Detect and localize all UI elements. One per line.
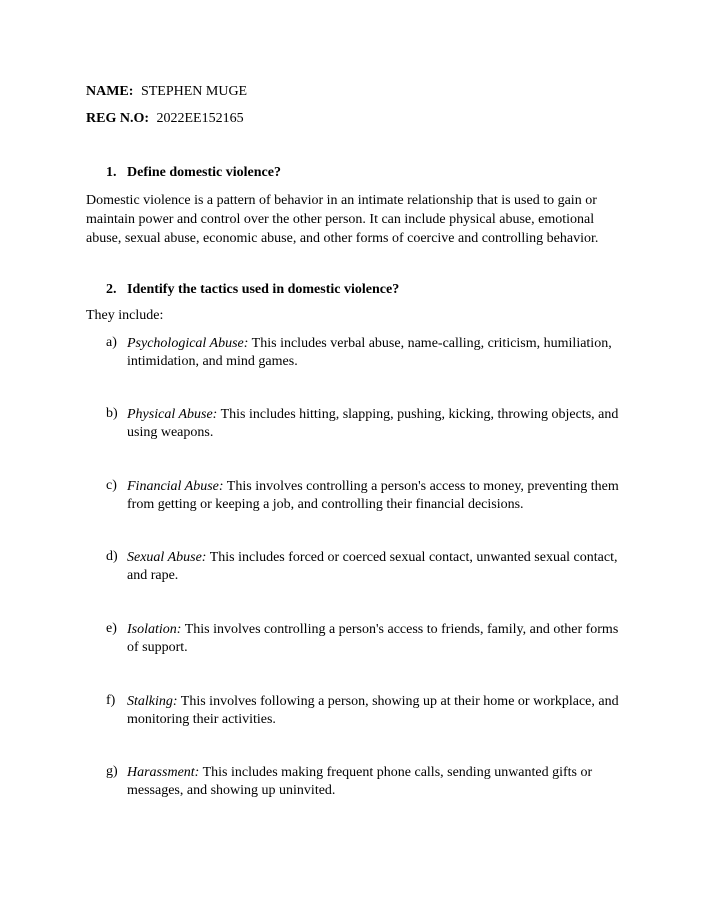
list-item-term: Sexual Abuse: xyxy=(127,550,207,565)
list-item-letter: g) xyxy=(106,764,118,779)
list-item-text: This involves following a person, showing up at their home or workplace, and monitoring their activities. xyxy=(127,694,619,727)
list-item-letter: d) xyxy=(106,549,118,564)
name-label: NAME: xyxy=(86,84,134,99)
list-item xyxy=(127,335,632,371)
reg-label: REG N.O: xyxy=(86,111,149,126)
list-item-text: This includes hitting, slapping, pushing, kicking, throwing objects, and using weapons. xyxy=(127,407,619,440)
question-1-answer: Domestic violence is a pattern of behavior in an intimate relationship that is used to gain or maintain power and control over the other person. It can include physical abuse, emotional abuse, sexual abuse, economic abuse, and other forms of coercive and controlling behavior. xyxy=(86,193,599,246)
list-item-letter: c) xyxy=(106,478,117,493)
list-item xyxy=(127,478,632,514)
list-item-term: Physical Abuse: xyxy=(127,407,218,422)
list-item-term: Isolation: xyxy=(127,622,182,637)
list-item-text: This includes making frequent phone calls, sending unwanted gifts or messages, and showing up uninvited. xyxy=(127,765,593,798)
list-item-letter: b) xyxy=(106,406,118,421)
list-item xyxy=(127,693,632,729)
question-2-intro: They include: xyxy=(86,308,164,323)
list-item-letter: a) xyxy=(106,335,117,350)
name-value: STEPHEN MUGE xyxy=(140,84,248,99)
list-item-letter: e) xyxy=(106,621,117,636)
name-line xyxy=(86,84,247,100)
list-item-text: This includes forced or coerced sexual contact, unwanted sexual contact, and rape. xyxy=(127,550,618,583)
list-item-text: This involves controlling a person's access to friends, family, and other forms of support. xyxy=(127,622,619,655)
list-item-text: This includes verbal abuse, name-calling, criticism, humiliation, intimidation, and mind games. xyxy=(127,336,612,369)
question-1-number: 1. xyxy=(106,165,117,180)
question-2-heading: Identify the tactics used in domestic violence? xyxy=(127,282,400,297)
list-item-term: Financial Abuse: xyxy=(127,479,224,494)
reg-line xyxy=(86,111,244,127)
list-item-text: This involves controlling a person's access to money, preventing them from getting or keeping a job, and controlling their financial decisions. xyxy=(127,479,619,512)
list-item-term: Psychological Abuse: xyxy=(127,336,249,351)
list-item-letter: f) xyxy=(106,693,116,708)
question-1-heading: Define domestic violence? xyxy=(127,165,281,180)
list-item xyxy=(127,764,632,800)
question-2-number: 2. xyxy=(106,282,117,297)
list-item-term: Stalking: xyxy=(127,694,178,709)
list-item-term: Harassment: xyxy=(127,765,200,780)
reg-value: 2022EE152165 xyxy=(156,111,244,126)
list-item xyxy=(127,406,632,442)
list-item xyxy=(127,549,632,585)
list-item xyxy=(127,621,632,657)
